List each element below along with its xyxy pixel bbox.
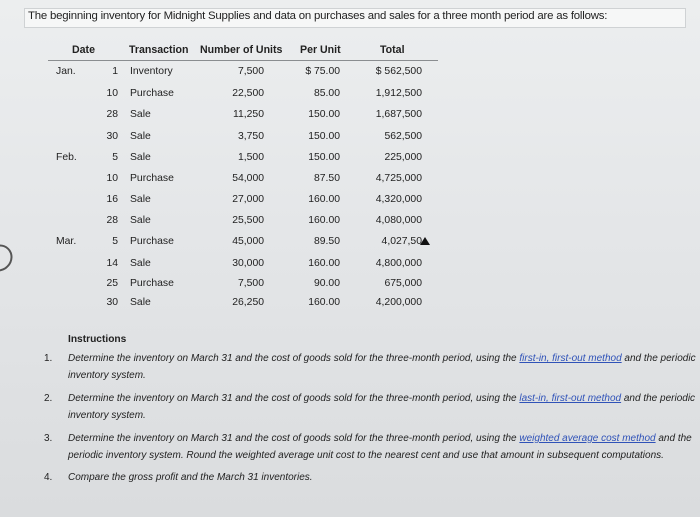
instruction-number: 3.: [44, 433, 53, 444]
cell-units: 45,000: [232, 236, 264, 247]
problem-header: The beginning inventory for Midnight Supplies and data on purchases and sales for a three month period are as follows:: [28, 10, 608, 22]
cell-transaction: Sale: [130, 258, 151, 269]
cell-per-unit: $ 75.00: [305, 66, 340, 77]
col-header-per-unit: Per Unit: [300, 44, 341, 56]
cell-transaction: Purchase: [130, 173, 174, 184]
col-header-units: Number of Units: [200, 44, 283, 56]
cell-total: 675,000: [384, 278, 422, 289]
cell-per-unit: 150.00: [308, 109, 340, 120]
method-link[interactable]: last-in, first-out method: [519, 393, 622, 404]
method-link[interactable]: weighted average cost method: [519, 433, 656, 444]
cell-units: 26,250: [232, 297, 264, 308]
cell-month: Jan.: [56, 66, 76, 77]
cell-per-unit: 160.00: [308, 258, 340, 269]
cell-total: 4,725,000: [375, 173, 422, 184]
cell-transaction: Purchase: [130, 278, 174, 289]
instruction-item: [44, 430, 698, 464]
instruction-text-end: and the periodic inventory system.: [68, 353, 696, 381]
cell-per-unit: 150.00: [308, 152, 340, 163]
col-header-total: Total: [380, 44, 405, 56]
cell-transaction: Sale: [130, 297, 151, 308]
cell-total: 1,912,500: [375, 88, 422, 99]
cell-transaction: Purchase: [130, 236, 174, 247]
cell-per-unit: 85.00: [313, 88, 340, 99]
cell-month: Mar.: [56, 236, 77, 247]
cell-transaction: Purchase: [130, 88, 174, 99]
cell-units: 27,000: [232, 194, 264, 205]
cell-day: 10: [106, 88, 118, 99]
cell-day: 25: [106, 278, 118, 289]
cell-units: 11,250: [232, 109, 264, 120]
instruction-text-end: and the periodic inventory system. Round the weighted average unit cost to the nearest cent and use that amount in subsequent computations.: [68, 433, 692, 461]
cell-day: 10: [106, 173, 118, 184]
cell-total: $ 562,500: [375, 66, 422, 77]
cell-day: 1: [112, 66, 118, 77]
instruction-number: 1.: [44, 353, 53, 364]
instruction-number: 2.: [44, 393, 53, 404]
cell-transaction: Inventory: [130, 66, 173, 77]
cell-month: Feb.: [56, 152, 77, 163]
cell-per-unit: 160.00: [308, 215, 340, 226]
instruction-text: Compare the gross profit and the March 31 inventories.: [68, 472, 313, 483]
cell-transaction: Sale: [130, 109, 151, 120]
method-link[interactable]: first-in, first-out method: [519, 353, 622, 364]
cell-day: 28: [106, 109, 118, 120]
cell-day: 14: [106, 258, 118, 269]
col-header-transaction: Transaction: [129, 44, 189, 56]
cell-total: 1,687,500: [375, 109, 422, 120]
cell-units: 30,000: [232, 258, 264, 269]
cell-day: 16: [106, 194, 118, 205]
instructions-title: Instructions: [68, 334, 127, 345]
cell-day: 5: [112, 152, 118, 163]
cell-units: 22,500: [232, 88, 264, 99]
cell-units: 1,500: [237, 152, 264, 163]
cell-units: 7,500: [237, 66, 264, 77]
cell-transaction: Sale: [130, 194, 151, 205]
cell-total: 562,500: [384, 131, 422, 142]
instruction-number: 4.: [44, 472, 53, 483]
cell-units: 54,000: [232, 173, 264, 184]
partial-circle-icon: [0, 239, 18, 277]
cell-per-unit: 90.00: [313, 278, 340, 289]
cell-total: 4,080,000: [375, 215, 422, 226]
instruction-item: [44, 350, 698, 384]
cell-per-unit: 150.00: [308, 131, 340, 142]
cell-total: 4,800,000: [375, 258, 422, 269]
cell-transaction: Sale: [130, 215, 151, 226]
cell-per-unit: 89.50: [313, 236, 340, 247]
instruction-text: Determine the inventory on March 31 and the cost of goods sold for the three-month period, using the: [68, 433, 520, 444]
cell-units: 7,500: [237, 278, 264, 289]
header-rule: [48, 60, 438, 61]
col-header-date: Date: [72, 44, 95, 56]
cell-total: 4,320,000: [375, 194, 422, 205]
mouse-cursor-icon: [420, 237, 430, 245]
cell-day: 5: [112, 236, 118, 247]
instruction-item: [44, 390, 698, 424]
cell-total: 4,027,50: [381, 236, 422, 247]
cell-units: 3,750: [237, 131, 264, 142]
instruction-text-end: and the periodic inventory system.: [68, 393, 696, 421]
instruction-text: Determine the inventory on March 31 and the cost of goods sold for the three-month period, using the: [68, 353, 520, 364]
cell-transaction: Sale: [130, 131, 151, 142]
instruction-item: [44, 469, 698, 486]
cell-total: 4,200,000: [375, 297, 422, 308]
cell-per-unit: 87.50: [313, 173, 340, 184]
cell-units: 25,500: [232, 215, 264, 226]
instruction-text: Determine the inventory on March 31 and the cost of goods sold for the three-month period, using the: [68, 393, 520, 404]
cell-total: 225,000: [384, 152, 422, 163]
cell-day: 30: [106, 131, 118, 142]
cell-transaction: Sale: [130, 152, 151, 163]
cell-day: 30: [106, 297, 118, 308]
cell-per-unit: 160.00: [308, 297, 340, 308]
cell-per-unit: 160.00: [308, 194, 340, 205]
cell-day: 28: [106, 215, 118, 226]
